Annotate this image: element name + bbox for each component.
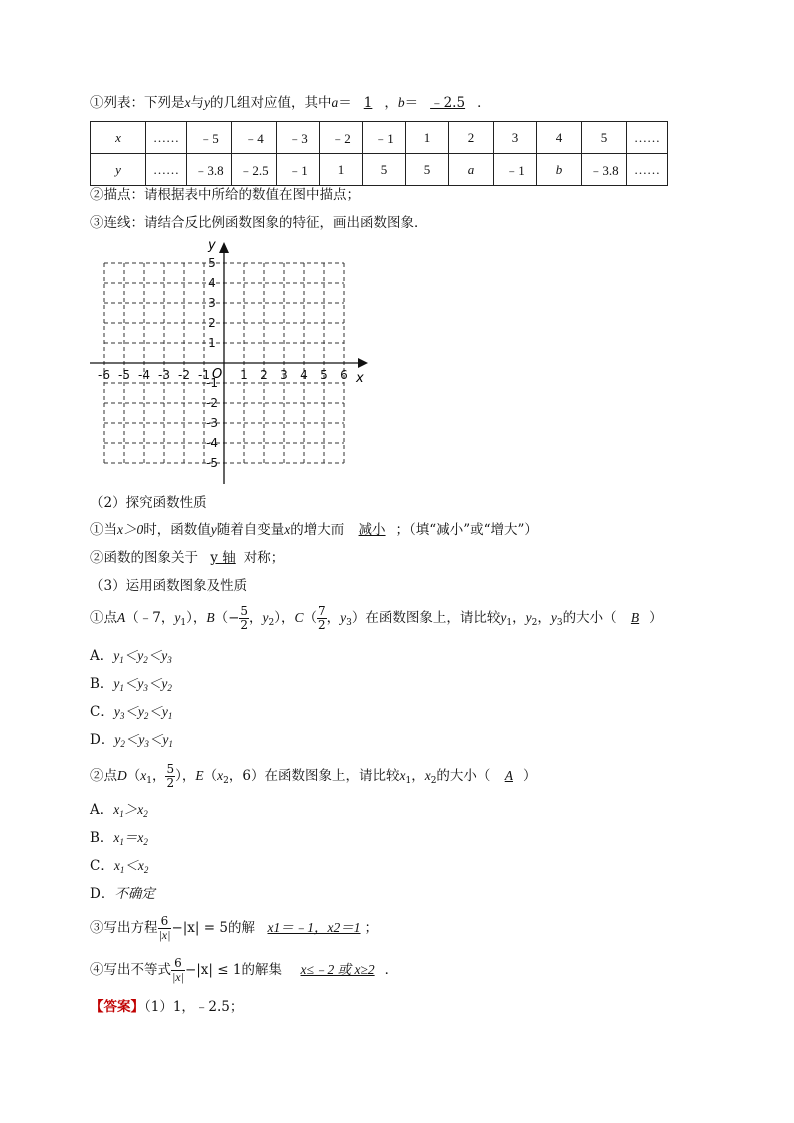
x-axis-arrow-icon	[358, 358, 368, 368]
x-tick-label: -2	[178, 368, 190, 382]
table-cell: ﹣3.8	[187, 154, 232, 186]
option-text: $y_2<y_3<y_1$	[114, 732, 173, 749]
text-fragment: 的大小（	[436, 768, 491, 784]
table-cell: 1	[406, 122, 449, 154]
text-fragment: ；	[364, 920, 379, 936]
var-y: y	[174, 610, 181, 625]
text-fragment: ），	[175, 768, 196, 784]
fraction-numerator: 5	[240, 604, 249, 618]
fraction-denominator: 2	[240, 618, 249, 632]
text-fragment: ，	[249, 610, 263, 626]
y-tick-label: -4	[206, 436, 218, 450]
table-cell: 3	[494, 122, 537, 154]
row-label-x: x	[115, 129, 121, 145]
text-fragment: ，	[326, 610, 341, 626]
answer-b: ﹣2.5	[430, 95, 466, 111]
inequality-text: −|x| ≤ 1的解集	[184, 962, 282, 978]
option-item	[90, 801, 148, 823]
table-row-y	[91, 154, 668, 186]
fraction-numerator: 6	[171, 957, 185, 971]
text-fragment: ①点	[90, 610, 117, 626]
subscript: 3	[346, 618, 352, 628]
table-cell: ……	[146, 122, 187, 154]
option-item	[90, 703, 172, 725]
table-cell	[91, 122, 146, 154]
table-cell: ……	[627, 154, 668, 186]
text-fragment: （﹣7，	[125, 610, 175, 626]
x-axis-label: x	[356, 371, 364, 386]
option-text: 不确定	[114, 886, 155, 901]
equals-sign: ＝	[338, 95, 352, 111]
option-label: D．	[90, 886, 115, 902]
fraction-denominator: |x|	[158, 928, 171, 942]
origin-label: O	[212, 367, 223, 382]
answer-a: 1	[363, 95, 373, 111]
point-b: B	[206, 610, 215, 625]
fraction-numerator: 5	[166, 762, 175, 776]
option-text: $y_3<y_2<y_1$	[113, 704, 173, 721]
x-tick-label: -4	[138, 368, 150, 382]
question-1-prefix: ①列表：下列是	[90, 95, 185, 111]
text-fragment: ）	[649, 610, 663, 626]
var-y: y	[262, 610, 269, 625]
comma: ，	[384, 95, 398, 111]
option-text: $y_1<y_3<y_2$	[113, 676, 172, 693]
y-axis-label: y	[208, 238, 216, 253]
part-2-title: （2）探究函数性质	[90, 495, 207, 511]
table-cell: 5	[582, 122, 627, 154]
answer-q3: x1＝﹣1，x2＝1	[267, 920, 361, 935]
var-x: x	[184, 95, 191, 110]
text-fragment: ），	[186, 610, 207, 626]
part-3-q1: ①点A（﹣7，$y_1$），B（− $\frac{5}{2}$ ，$y_2$），C（ $\frac{7}{2}$ ，$y_3$）在函数图象上，请比较$y_1$，$y_2$，$y_3$的大小（ B ）	[90, 604, 663, 632]
option-item	[90, 857, 148, 879]
subscript: 2	[268, 618, 275, 628]
fraction	[165, 763, 175, 790]
var-x: x	[217, 768, 224, 783]
answer-text: （1）1，﹣2.5；	[144, 999, 244, 1015]
answer-line	[90, 998, 243, 1016]
option-label: B．	[90, 676, 114, 692]
x-tick-label: 6	[340, 368, 348, 382]
text-fragment: ），	[274, 610, 295, 626]
text-fragment: 的增大而	[290, 522, 345, 538]
answer-q4: x≤﹣2 或 x≥2	[300, 962, 375, 977]
x-tick-label: 2	[260, 368, 268, 382]
fraction-denominator: 2	[318, 618, 326, 632]
part-2-q2	[90, 549, 284, 567]
question-3-text: ③连线：请结合反比例函数图象的特征，画出函数图象．	[90, 215, 428, 231]
table-cell: ﹣1	[277, 154, 320, 186]
period: ．	[477, 95, 491, 111]
text-fragment: （	[203, 768, 218, 784]
x-tick-labels	[98, 368, 348, 382]
text-fragment: ）	[522, 768, 537, 784]
text-fragment: ①当	[90, 522, 117, 538]
subscript: 1	[146, 776, 152, 786]
text-fragment: ，	[151, 768, 166, 784]
option-label: C．	[90, 858, 114, 874]
table-cell: ﹣2	[320, 122, 363, 154]
option-label: B．	[90, 830, 114, 846]
x-tick-label: -6	[98, 368, 110, 382]
text-fragment: （−	[214, 610, 240, 626]
y-tick-label: 1	[208, 336, 216, 350]
coordinate-grid	[86, 236, 376, 486]
option-item	[90, 675, 172, 697]
table-cell: ﹣3	[277, 122, 320, 154]
var-y: y	[210, 522, 217, 537]
table-cell: 5	[363, 154, 406, 186]
y-axis-arrow-icon	[219, 242, 229, 253]
x-tick-label: -1	[198, 368, 210, 382]
part-3-q2: ②点$D(x_1$， $\frac{5}{2}$ ），$E(x_2$，6）在函数图象上，请比较$x_1$，$x_2$的大小（ A ）	[90, 762, 537, 790]
answer-symmetry: y 轴	[210, 550, 236, 566]
y-tick-label: 4	[208, 276, 216, 290]
option-text: $x_1<x_2$	[113, 858, 149, 875]
option-label: C．	[90, 704, 114, 720]
text-and: 与	[190, 95, 204, 111]
y-tick-label: 3	[208, 296, 216, 310]
option-item	[90, 647, 172, 669]
x-tick-label: -5	[118, 368, 130, 382]
x-tick-label: 1	[240, 368, 248, 382]
part-3-q4	[90, 955, 398, 985]
table-cell: ﹣5	[187, 122, 232, 154]
table-cell: ﹣3.8	[582, 154, 627, 186]
point-a: A	[117, 610, 126, 625]
text-fragment: 对称；	[243, 550, 285, 566]
fraction-denominator: |x|	[172, 970, 184, 984]
answer-q2: A	[504, 768, 513, 783]
text-fragment: ，6）在函数图象上，请比较	[228, 768, 400, 784]
question-1-line	[90, 94, 491, 112]
fraction	[158, 915, 172, 942]
option-item	[90, 731, 173, 753]
point-e: E	[195, 768, 204, 783]
fraction-numerator: 7	[318, 604, 326, 618]
row-label-y: y	[115, 161, 121, 177]
table-cell: 1	[320, 154, 363, 186]
x-tick-label: 3	[280, 368, 288, 382]
y-tick-label: -3	[206, 416, 218, 430]
point-c: C	[294, 610, 304, 625]
subscript: 1	[180, 618, 187, 628]
fraction	[239, 605, 249, 632]
option-label: A．	[90, 802, 114, 818]
y-tick-label: 2	[208, 316, 216, 330]
text-fragment: ）在函数图象上，请比较	[351, 610, 501, 626]
answer-monotonic: 减小	[358, 522, 386, 538]
option-label: D．	[90, 732, 115, 748]
text-fragment: ③写出方程	[90, 920, 158, 936]
y-tick-label: -2	[206, 396, 218, 410]
answer-q1: B	[630, 610, 640, 625]
equals-sign: ＝	[404, 95, 419, 111]
table-cell: ……	[627, 122, 668, 154]
text-fragment: 随着自变量	[216, 522, 285, 538]
x-tick-label: 4	[300, 368, 308, 382]
condition: x＞0	[117, 522, 144, 537]
fraction-denominator: 2	[166, 776, 175, 790]
y-tick-label: -1	[206, 376, 218, 390]
option-item	[90, 885, 155, 903]
text-fragment: ；（填“减小”或“增大”）	[395, 522, 538, 538]
question-2-text: ②描点：请根据表中所给的数值在图中描点；	[90, 187, 360, 203]
y-tick-label: 5	[208, 256, 216, 270]
option-label: A．	[90, 648, 114, 664]
table-cell: a	[449, 154, 494, 186]
table-cell: ﹣2.5	[232, 154, 277, 186]
text-fragment: （	[126, 768, 141, 784]
fraction-numerator: 6	[158, 915, 172, 929]
table-row-x	[91, 122, 668, 154]
text-fragment: （	[303, 610, 318, 626]
var-x: x	[140, 768, 147, 783]
var-a: a	[331, 95, 339, 110]
point-d: D	[117, 768, 127, 783]
option-item	[90, 829, 148, 851]
text-fragment: ②点	[90, 768, 117, 784]
part-3-q3	[90, 913, 378, 943]
option-text: $x_1=x_2$	[113, 830, 148, 847]
text-fragment: ④写出不等式	[90, 962, 171, 978]
option-text: $x_1>x_2$	[113, 802, 148, 819]
table-cell: b	[537, 154, 582, 186]
var-y: y	[204, 95, 210, 110]
var-x: x	[284, 522, 291, 537]
fraction	[317, 605, 327, 632]
var-y: y	[340, 610, 347, 625]
part-2-q1	[90, 521, 538, 539]
part-3-title: （3）运用函数图象及性质	[90, 578, 248, 594]
x-tick-label: -3	[158, 368, 170, 382]
answer-tag: 【答案】	[90, 999, 144, 1015]
value-table	[90, 121, 668, 186]
table-cell: ……	[146, 154, 187, 186]
equation-text: −|x| = 5的解	[171, 920, 255, 936]
text-fragment: 的大小（	[562, 610, 617, 626]
table-cell: ﹣1	[494, 154, 537, 186]
x-tick-label: 5	[320, 368, 328, 382]
text-fragment: ②函数的图象关于	[90, 550, 198, 566]
question-1-mid: 的几组对应值，其中	[210, 95, 332, 111]
table-cell: ﹣4	[232, 122, 277, 154]
text-fragment: ．	[384, 962, 399, 978]
table-cell: 5	[406, 154, 449, 186]
table-cell: 2	[449, 122, 494, 154]
var-b: b	[397, 95, 405, 110]
text-fragment: 时，函数值	[143, 522, 211, 538]
y-tick-label: -5	[206, 456, 218, 470]
table-cell: ﹣1	[363, 122, 406, 154]
option-text: $y_1<y_2<y_3$	[113, 648, 172, 665]
table-cell: 4	[537, 122, 582, 154]
fraction	[171, 957, 185, 984]
subscript: 2	[223, 776, 229, 786]
table-cell	[91, 154, 146, 186]
